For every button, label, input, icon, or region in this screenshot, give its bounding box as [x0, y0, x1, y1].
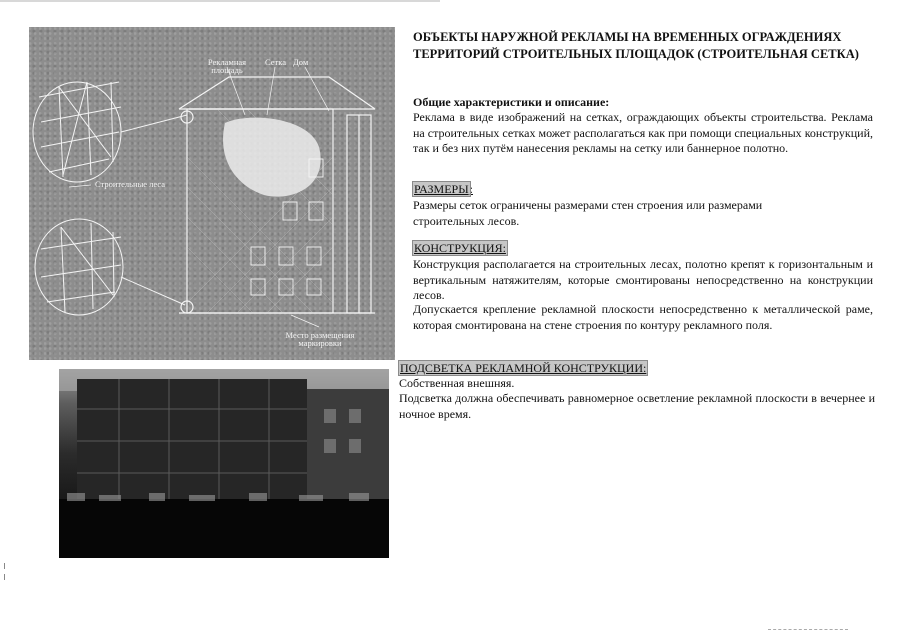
- top-rule: [0, 0, 440, 2]
- construction-description-2: Допускается крепление рекламной плоскости непосредственно к металлической раме, которая смонтирована на стене строения по контуру рекламного поля.: [413, 302, 873, 332]
- construction-net-diagram: [29, 27, 395, 360]
- diagram-drawing: [29, 27, 395, 360]
- lighting-description-1: Собственная внешняя.: [399, 376, 515, 390]
- label-placement: Место размещения маркировки: [285, 330, 355, 348]
- sizes-description: Размеры сеток ограничены размерами стен строения или размерами строительных лесов.: [413, 198, 763, 228]
- general-description: Реклама в виде изображений на сетках, ограждающих объекты строительства. Реклама на строительных сетках может располагаться как при помощи специальных конструкций, так и без них путём нанесения рекламы на сетку или баннерное полотно.: [413, 110, 873, 155]
- label-ad-area: Рекламная площадь: [207, 57, 247, 75]
- sizes-heading-text: РАЗМЕРЫ: [414, 182, 469, 196]
- lighting-heading-text: ПОДСВЕТКА РЕКЛАМНОЙ КОНСТРУКЦИИ:: [400, 361, 647, 375]
- construction-heading: [413, 241, 507, 256]
- margin-marks: [4, 563, 5, 580]
- construction-net-photo: [59, 369, 389, 558]
- label-house: Дом: [293, 57, 309, 67]
- label-net: Сетка: [265, 57, 287, 67]
- footer-line: [768, 629, 848, 631]
- general-heading: Общие характеристики и описание:: [413, 95, 610, 109]
- lighting-heading: [399, 361, 647, 376]
- document-title: ОБЪЕКТЫ НАРУЖНОЙ РЕКЛАМЫ НА ВРЕМЕННЫХ ОГРАЖДЕНИЯХ ТЕРРИТОРИЙ СТРОИТЕЛЬНЫХ ПЛОЩАДОК (СТРОИТЕЛЬНАЯ СЕТКА): [413, 30, 859, 61]
- sizes-heading-colon: :: [469, 182, 473, 196]
- lighting-description-2: Подсветка должна обеспечивать равномерное осветление рекламной плоскости в вечернее и ночное время.: [399, 391, 875, 421]
- construction-heading-text: КОНСТРУКЦИЯ:: [414, 241, 506, 255]
- photo-drawing: [59, 369, 389, 558]
- construction-description-1: Конструкция располагается на строительных лесах, полотно крепят к горизонтальным и вертикальным натяжителям, которые смонтированы непосредственно на конструкции лесов.: [413, 257, 873, 302]
- label-scaffold: Строительные леса: [95, 179, 166, 189]
- sizes-heading: [413, 182, 473, 197]
